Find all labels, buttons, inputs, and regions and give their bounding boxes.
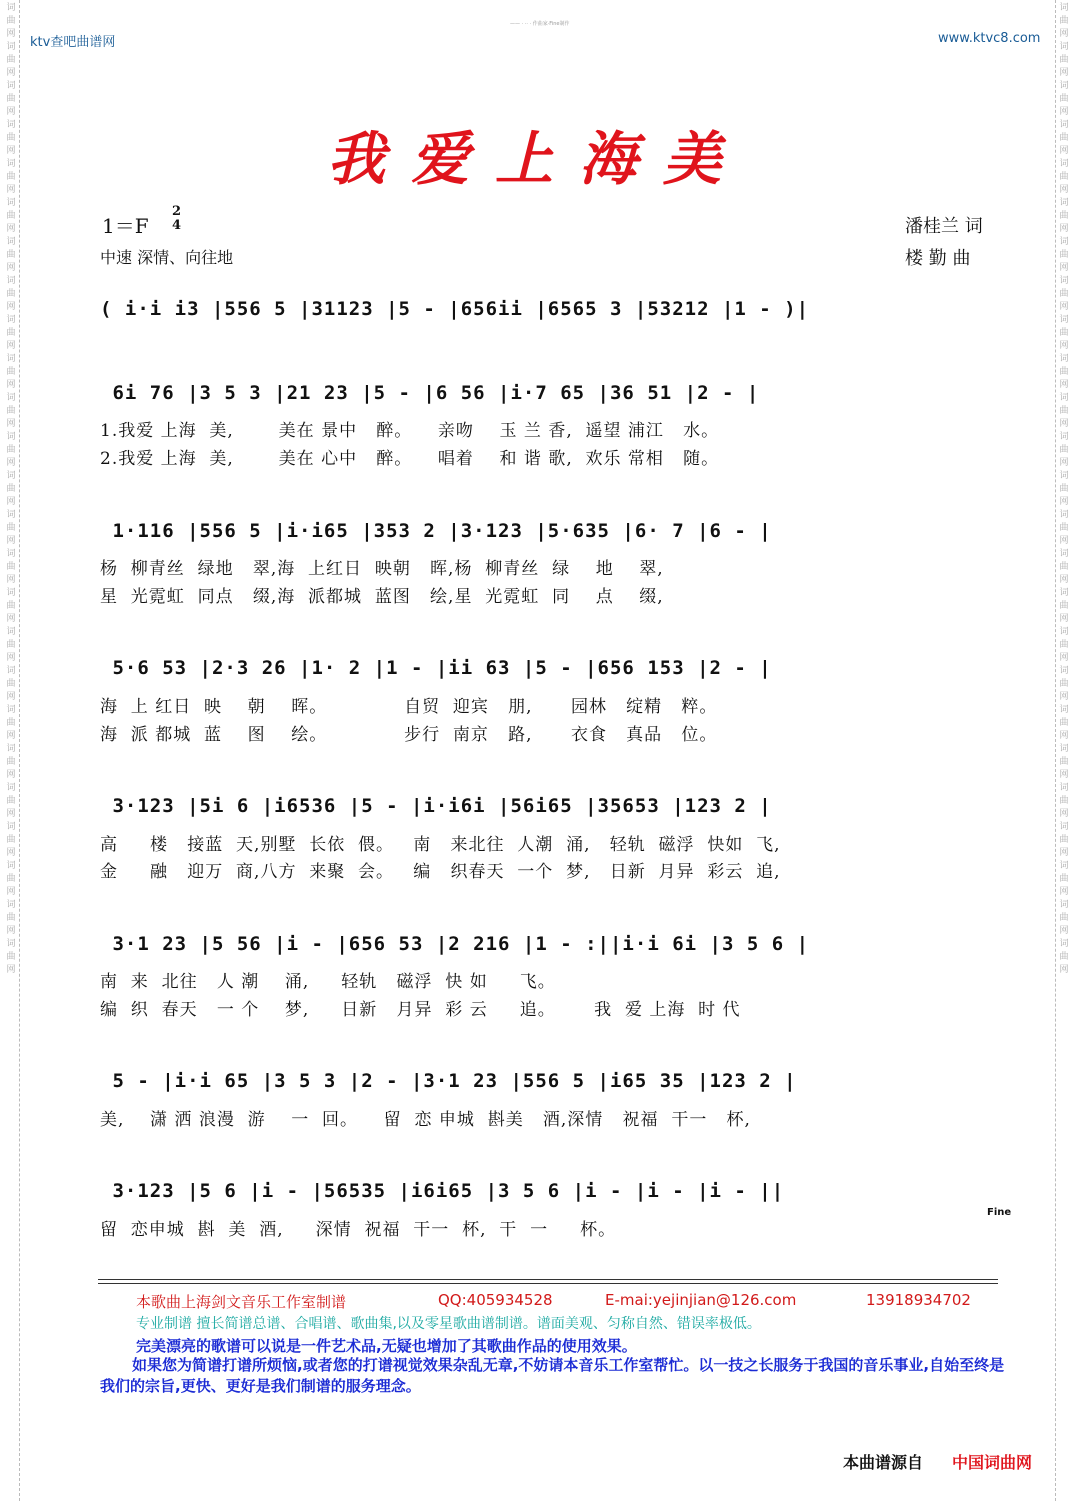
source-label: 本曲谱源自: [843, 1453, 924, 1472]
score-line-7: 5 - |i·i 65 |3 5 3 |2 - |3·1 23 |556 5 |i65 35 |123 2 |: [100, 1070, 797, 1092]
footer-rule-top: [98, 1279, 998, 1280]
score-line-8: 3·123 |5 6 |i - |56535 |i6i65 |3 5 6 |i - |i - |i - ||: [100, 1180, 785, 1202]
header-tiny-text: —— · ·· · 作曲家·Fine制作: [510, 21, 570, 27]
lyric-2-verse1: 1.我爱 上海 美, 美在 景中 醉。 亲吻 玉 兰 香, 遥望 浦江 水。: [100, 421, 720, 441]
lyric-4-verse1: 海 上 红日 映 朝 晖。 自贸 迎宾 朋, 园林 绽精 粹。: [100, 697, 718, 717]
footer-line-2: 如果您为简谱打谱所烦恼,或者您的打谱视觉效果杂乱无章,不妨请本音乐工作室帮忙。以一技之长服务于我国的音乐事业,自始至终是我们的宗旨,更快、更好是我们制谱的服务理念。: [100, 1356, 1005, 1395]
lyric-7-verse1: 美, 潇 洒 浪漫 游 一 回。 留 恋 申城 斟美 酒,深情 祝福 干一 杯,: [100, 1110, 751, 1130]
time-signature: [172, 205, 181, 233]
left-watermark-strip: 词 曲 网 词 曲 网 词 曲 网 词 曲 网 词 曲 网 词 曲 网 词 曲 网 词 曲 网 词 曲 网 词 曲 网 词 曲 网 词 曲 网 词 曲 网 词 曲 网 词 曲 网 词 曲 网 词 曲 网 词 曲 网 词 曲 网 词 曲 网 词 曲 网 词 曲 网 词 曲 网 词 曲 网 词 曲 网: [3, 0, 20, 1501]
footer-rule-bottom: [98, 1283, 998, 1284]
time-bottom: 4: [172, 218, 182, 233]
footer-services: 专业制谱 擅长简谱总谱、合唱谱、歌曲集,以及零星歌曲谱制谱。谱面美观、匀称自然、错误率极低。: [136, 1316, 761, 1332]
score-line-5: 3·123 |5i 6 |i6536 |5 - |i·i6i |56i65 |35653 |123 2 |: [100, 795, 772, 817]
lyric-6-verse1: 南 来 北往 人 潮 涌, 轻轨 磁浮 快 如 飞。: [100, 972, 556, 992]
score-line-6: 3·1 23 |5 56 |i - |656 53 |2 216 |1 - :||i·i 6i |3 5 6 |: [100, 933, 810, 955]
time-top: 2: [172, 204, 182, 219]
lyric-3-verse1: 杨 柳青丝 绿地 翠,海 上红日 映朝 晖,杨 柳青丝 绿 地 翠,: [100, 559, 664, 579]
footer-line-1: 完美漂亮的歌谱可以说是一件艺术品,无疑也增加了其歌曲作品的使用效果。: [136, 1337, 637, 1355]
right-watermark-strip: 词 曲 网 词 曲 网 词 曲 网 词 曲 网 词 曲 网 词 曲 网 词 曲 网 词 曲 网 词 曲 网 词 曲 网 词 曲 网 词 曲 网 词 曲 网 词 曲 网 词 曲 网 词 曲 网 词 曲 网 词 曲 网 词 曲 网 词 曲 网 词 曲 网 词 曲 网 词 曲 网 词 曲 网 词 曲 网: [1055, 0, 1072, 1501]
key-signature: 1＝F: [102, 214, 149, 238]
composer-credit: 楼 勤 曲: [905, 248, 971, 269]
score-line-2: 6i 76 |3 5 3 |21 23 |5 - |6 56 |i·7 65 |36 51 |2 - |: [100, 382, 760, 404]
footer-phone: 13918934702: [866, 1291, 971, 1309]
header-left-site[interactable]: ktv查吧曲谱网: [30, 35, 116, 50]
tempo-marking: 中速 深情、向往地: [100, 248, 234, 267]
source-site-link[interactable]: 中国词曲网: [952, 1453, 1033, 1472]
footer-qq: QQ:405934528: [438, 1291, 553, 1309]
lyric-8-verse1: 留 恋申城 斟 美 酒, 深情 祝福 干一 杯, 干 一 杯。: [100, 1220, 617, 1240]
song-title: 我爱上海美: [326, 125, 747, 193]
score-line-intro: ( i·i i3 |556 5 |31123 |5 - |656ii |6565 3 |53212 |1 - )|: [100, 298, 810, 320]
lyric-3-verse2: 星 光霓虹 同点 缀,海 派都城 蓝图 绘,星 光霓虹 同 点 缀,: [100, 587, 664, 607]
footer-credit: 本歌曲上海剑文音乐工作室制谱: [136, 1293, 347, 1311]
lyric-5-verse2: 金 融 迎万 商,八方 来聚 会。 编 织春天 一个 梦, 日新 月异 彩云 追,: [100, 862, 781, 882]
score-line-3: 1·116 |556 5 |i·i65 |353 2 |3·123 |5·635 |6· 7 |6 - |: [100, 520, 772, 542]
lyric-2-verse2: 2.我爱 上海 美, 美在 心中 醉。 唱着 和 谐 歌, 欢乐 常相 随。: [100, 449, 720, 469]
footer-email[interactable]: E-mai:yejinjian@126.com: [605, 1291, 797, 1309]
lyric-4-verse2: 海 派 都城 蓝 图 绘。 步行 南京 路, 衣食 真品 位。: [100, 725, 718, 745]
fine-mark: Fine: [987, 1207, 1012, 1218]
lyricist-credit: 潘桂兰 词: [905, 216, 983, 237]
header-right-site[interactable]: www.ktvc8.com: [938, 31, 1041, 46]
score-line-4: 5·6 53 |2·3 26 |1· 2 |1 - |ii 63 |5 - |656 153 |2 - |: [100, 657, 772, 679]
lyric-5-verse1: 高 楼 接蓝 天,别墅 长依 偎。 南 来北往 人潮 涌, 轻轨 磁浮 快如 飞,: [100, 835, 781, 855]
lyric-6-verse2: 编 织 春天 一 个 梦, 日新 月异 彩 云 追。 我 爱 上海 时 代: [100, 1000, 741, 1020]
